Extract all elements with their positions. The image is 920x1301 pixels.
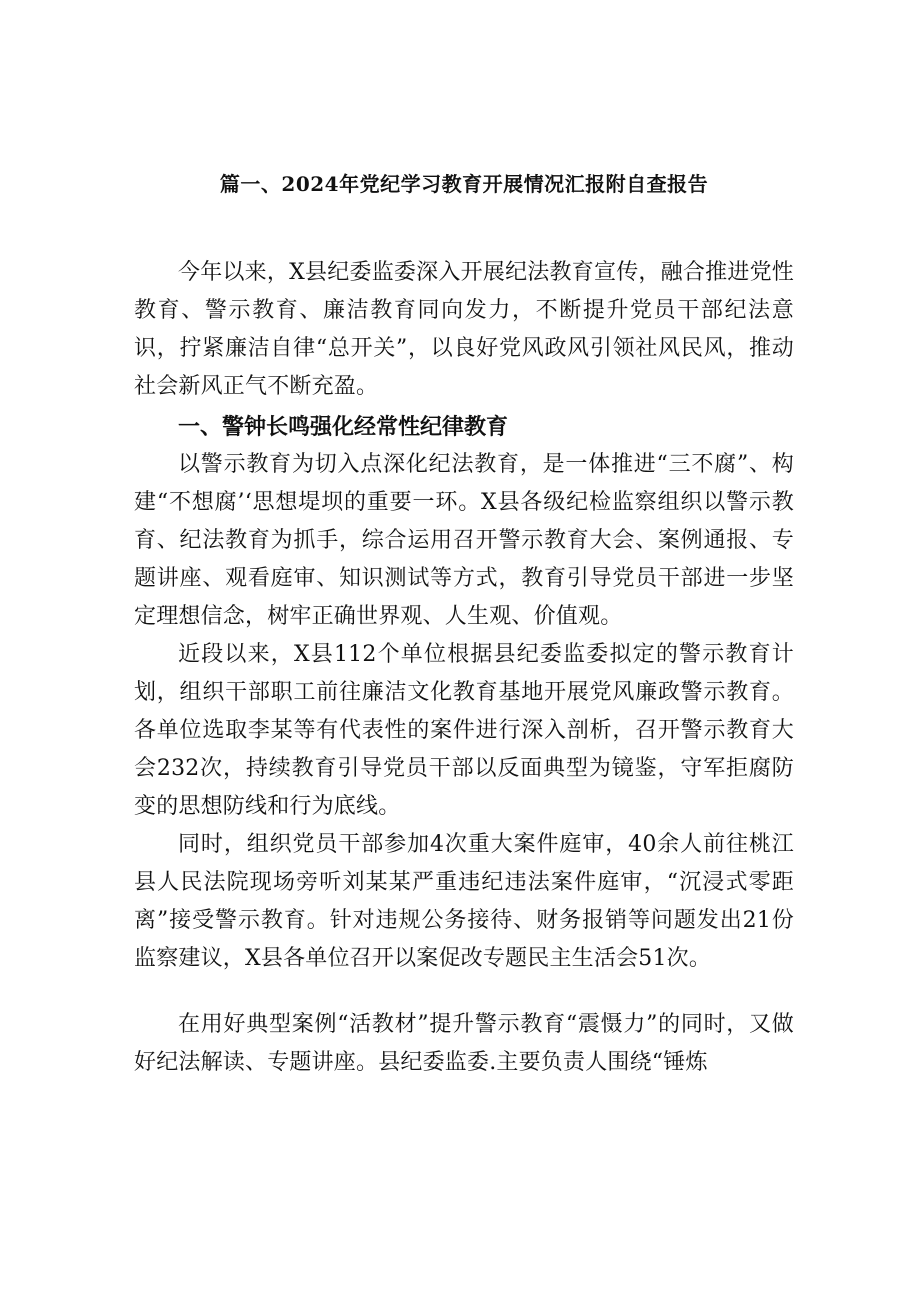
body-paragraph: 在用好典型案例“活教材”提升警示教育“震慑力”的同时，又做好纪法解读、专题讲座。县纪委监委.主要负责人围绕“锤炼 bbox=[134, 1012, 794, 1075]
document-title: 篇一、2024年党纪学习教育开展情况汇报附自查报告 bbox=[219, 172, 709, 196]
body-paragraph: 同时，组织党员干部参加4次重大案件庭审，40余人前往桃江县人民法院现场旁听刘某某严重违纪违法案件庭审，“沉浸式零距离”接受警示教育。针对违规公务接待、财务报销等问题发出21份监察建议，X县各单位召开以案促改专题民主生活会51次。 bbox=[134, 832, 794, 971]
intro-paragraph: 今年以来，X县纪委监委深入开展纪法教育宣传，融合推进党性教育、警示教育、廉洁教育同向发力，不断提升党员干部纪法意识，拧紧廉洁自律“总开关”，以良好党风政风引领社风民风，推动社会新风正气不断充盈。 bbox=[134, 260, 794, 399]
body-paragraph: 近段以来，X县112个单位根据县纪委监委拟定的警示教育计划，组织干部职工前往廉洁文化教育基地开展党风廉政警示教育。各单位选取李某等有代表性的案件进行深入剖析，召开警示教育大会232次，持续教育引导党员干部以反面典型为镜鉴，守军拒腐防变的思想防线和行为底线。 bbox=[134, 642, 794, 819]
body-paragraph: 以警示教育为切入点深化纪法教育，是一体推进“三不腐”、构建“不想腐’‘思想堤坝的重要一环。X县各级纪检监察组织以警示教育、纪法教育为抓手，综合运用召开警示教育大会、案例通报、专题讲座、观看庭审、知识测试等方式，教育引导党员干部进一步坚定理想信念，树牢正确世界观、人生观、价值观。 bbox=[134, 452, 794, 629]
section-heading: 一、警钟长鸣强化经常性纪律教育 bbox=[178, 414, 509, 440]
